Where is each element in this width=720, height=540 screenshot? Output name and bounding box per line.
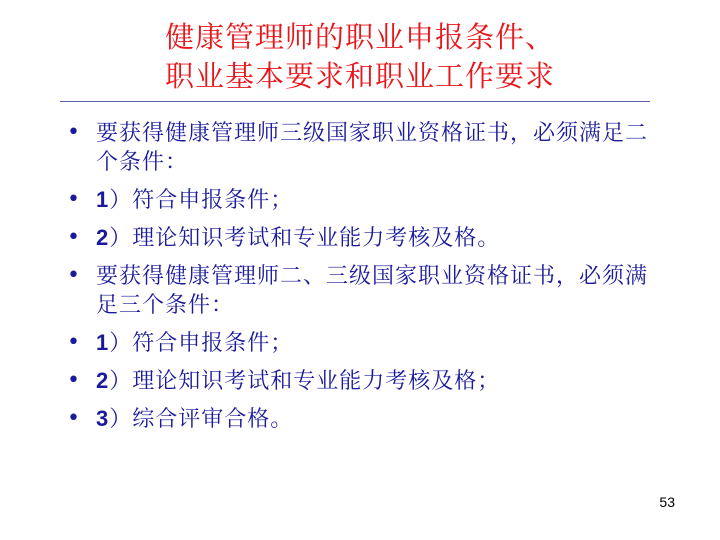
bullet-text: 要获得健康管理师二、三级国家职业资格证书，必须满足三个条件： <box>96 264 649 318</box>
title-line-1: 健康管理师的职业申报条件、 <box>164 20 555 54</box>
bullet-number: 1 <box>96 187 110 212</box>
bullet-text: 要获得健康管理师三级国家职业资格证书，必须满足二个条件： <box>96 121 649 175</box>
bullet-item <box>60 328 660 358</box>
bullet-text: ）综合评审合格。 <box>109 407 294 432</box>
bullet-number: 3 <box>96 406 110 431</box>
bullet-dot-icon: • <box>67 120 81 145</box>
slide-title <box>60 18 660 96</box>
title-line-2: 职业基本要求和职业工作要求 <box>164 59 555 93</box>
bullet-number: 2 <box>96 368 110 393</box>
bullet-dot-icon: • <box>67 187 81 212</box>
bullet-item <box>60 366 660 396</box>
bullet-text: ）符合申报条件； <box>109 188 294 213</box>
bullet-dot-icon: • <box>67 263 81 288</box>
bullet-text: ）符合申报条件； <box>109 331 294 356</box>
bullet-number: 1 <box>96 330 110 355</box>
bullet-item <box>60 185 660 215</box>
bullet-dot-icon: • <box>67 330 81 355</box>
bullet-item <box>60 261 660 320</box>
bullet-text: ）理论知识考试和专业能力考核及格； <box>109 369 501 394</box>
page-number: 53 <box>659 494 675 510</box>
bullet-dot-icon: • <box>67 406 81 431</box>
bullet-item <box>60 118 660 177</box>
bullet-dot-icon: • <box>67 368 81 393</box>
title-divider <box>60 101 650 102</box>
bullet-text: ）理论知识考试和专业能力考核及格。 <box>109 226 501 251</box>
bullet-list <box>60 118 660 442</box>
bullet-item <box>60 223 660 253</box>
bullet-item <box>60 404 660 434</box>
bullet-dot-icon: • <box>67 225 81 250</box>
bullet-number: 2 <box>96 225 110 250</box>
